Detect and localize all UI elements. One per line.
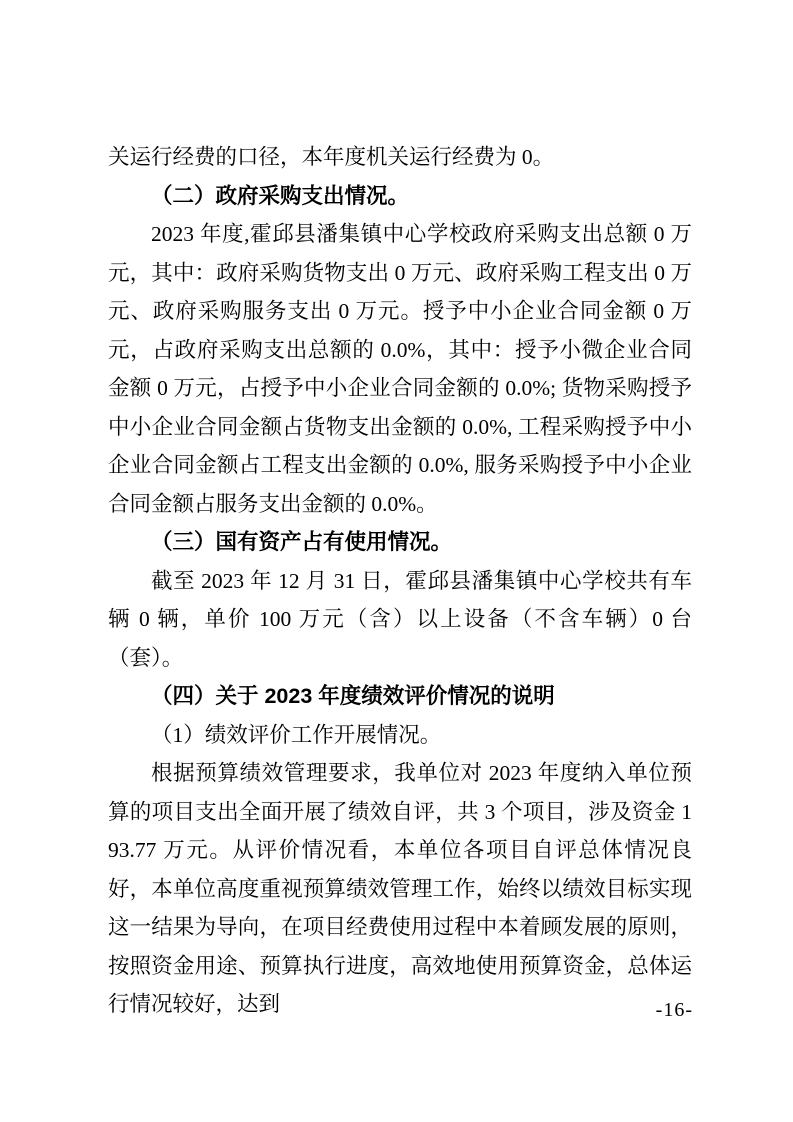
section-heading: （四）关于 2023 年度绩效评价情况的说明: [151, 684, 555, 708]
document-body: [108, 138, 692, 1024]
paragraph: 2023 年度,霍邱县潘集镇中心学校政府采购支出总额 0 万元，其中：政府采购货物支出 0 万元、政府采购工程支出 0 万元、政府采购服务支出 0 万元。授予中小企业合同金额 0 万元，占政府采购支出总额的 0.0%，其中：授予小微企业合同金额 0 万元，占授予中小企业合同金额的 0.0%; 货物采购授予中小企业合同金额占货物支出金额的 0.0%, 工程采购授予中小企业合同金额占工程支出金额的 0.0%, 服务采购授予中小企业合同金额占服务支出金额的 0.0%。: [108, 222, 692, 516]
paragraph: 根据预算绩效管理要求，我单位对 2023 年度纳入单位预算的项目支出全面开展了绩效自评，共 3 个项目，涉及资金 193.77 万元。从评价情况看，本单位各项目自评总体情况良好，本单位高度重视预算绩效管理工作，始终以绩效目标实现这一结果为导向，在项目经费使用过程中本着顾发展的原则，按照资金用途、预算执行进度，高效地使用预算资金，总体运行情况较好，达到: [108, 761, 692, 1016]
paragraph: （1）绩效评价工作开展情况。: [151, 722, 442, 747]
section-heading: （三）国有资产占有使用情况。: [151, 530, 453, 554]
page-number: -16-: [655, 999, 693, 1021]
section-heading: （二）政府采购支出情况。: [151, 183, 410, 208]
paragraph: 截至 2023 年 12 月 31 日，霍邱县潘集镇中心学校共有车辆 0 辆，单价 100 万元（含）以上设备（不含车辆）0 台（套）。: [108, 568, 692, 670]
paragraph: 关运行经费的口径，本年度机关运行经费为 0。: [108, 145, 555, 169]
